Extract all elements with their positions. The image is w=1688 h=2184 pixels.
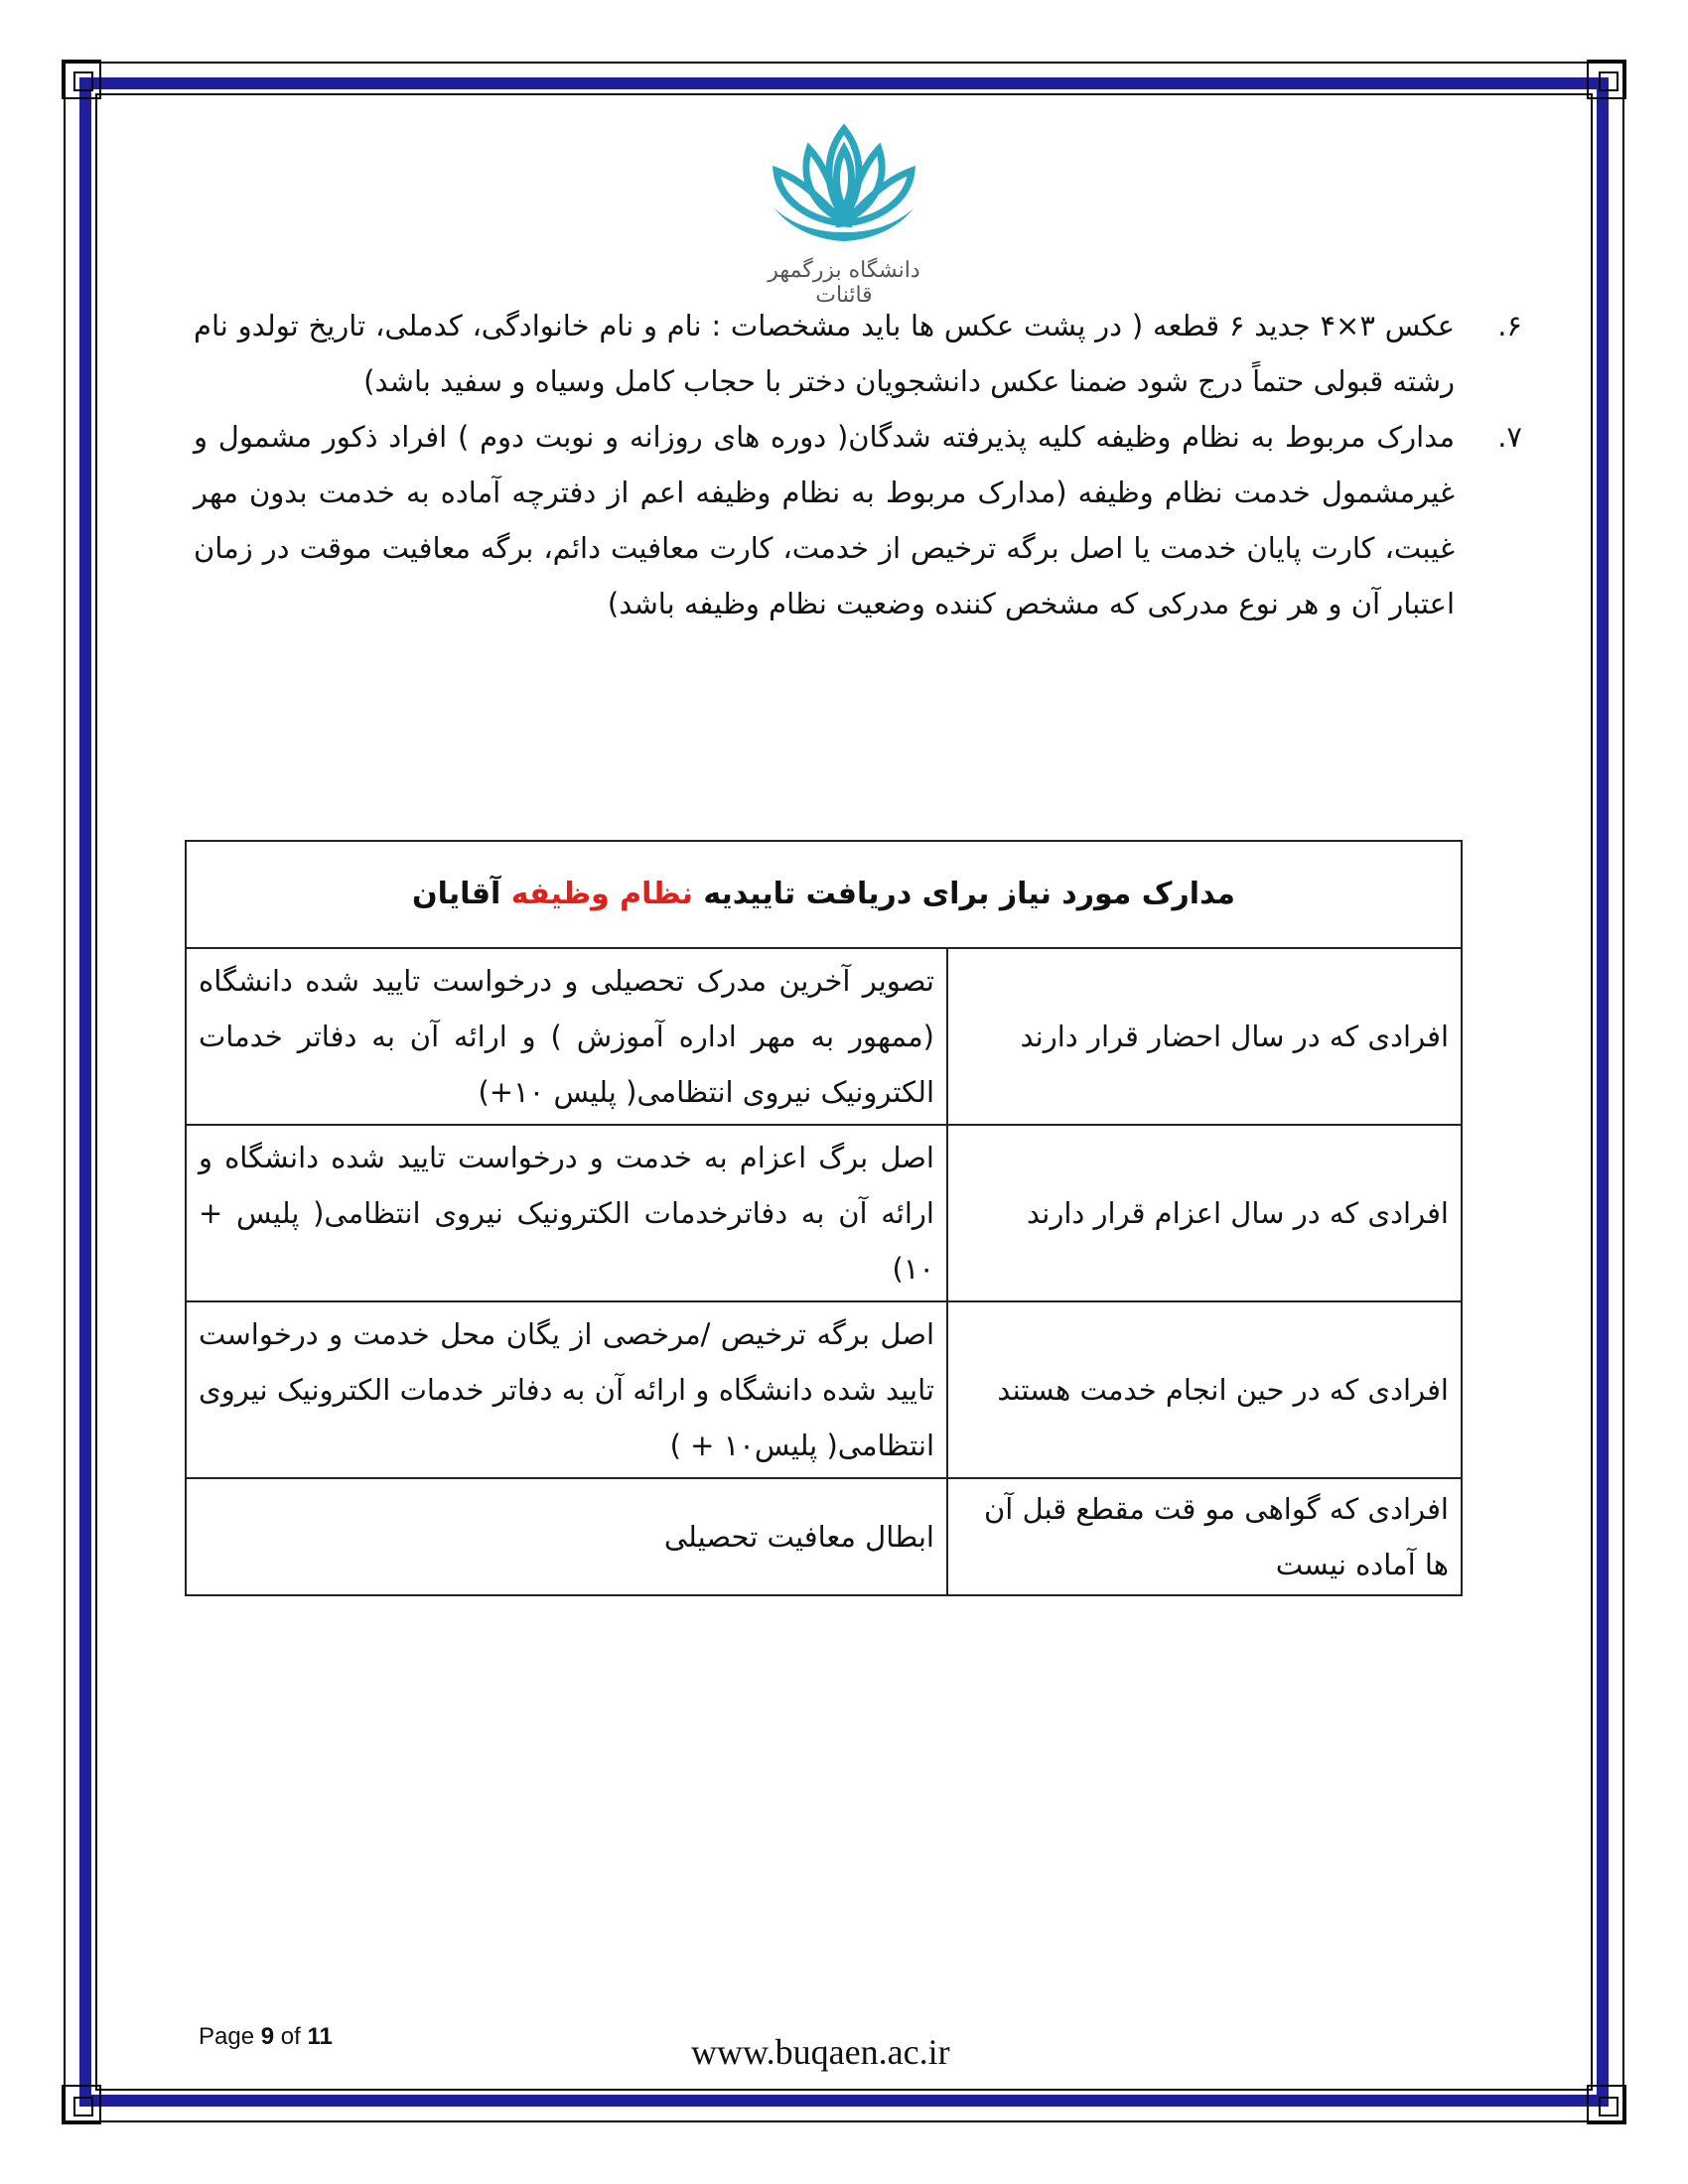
- table-title-text-end: آقایان: [412, 877, 511, 911]
- website-url[interactable]: www.buqaen.ac.ir: [691, 2032, 950, 2072]
- list-item-text: عکس ۳×۴ جدید ۶ قطعه ( در پشت عکس ها باید مشخصات : نام و نام خانوادگی، کدملی، تاریخ تولدو نام رشته قبولی حتماً درج شود ضمنا عکس دانشجویان دختر با حجاب کامل وسیاه و سفید باشد): [194, 309, 1455, 398]
- table-cell-documents: تصویر آخرین مدرک تحصیلی و درخواست تایید شده دانشگاه (ممهور به مهر اداره آموزش ) و ارائه آن به دفاتر خدمات الکترونیک نیروی انتظامی( پلیس ۱۰+): [186, 948, 947, 1125]
- list-item-number: ۶.: [1497, 309, 1522, 342]
- frame-corner-ornament: [62, 60, 101, 99]
- frame-corner-ornament: [1587, 2085, 1626, 2124]
- requirements-list: [194, 298, 1522, 631]
- table-cell-documents: اصل برگ اعزام به خدمت و درخواست تایید شده دانشگاه و ارائه آن به دفاترخدمات الکترونیک نیروی انتظامی( پلیس + ۱۰): [186, 1125, 947, 1301]
- table-cell-group: افرادی که در حین انجام خدمت هستند: [947, 1301, 1462, 1478]
- page-word: Page: [199, 2023, 255, 2050]
- table-title-highlight: نظام وظیفه: [510, 877, 693, 911]
- table-cell-documents: ابطال معافیت تحصیلی: [186, 1478, 947, 1595]
- list-item-number: ۷.: [1497, 420, 1522, 454]
- logo-caption: دانشگاه بزرگمهر قائنات: [768, 258, 920, 308]
- university-logo: [755, 109, 933, 308]
- frame-corner-ornament: [62, 2085, 101, 2124]
- list-item: [194, 409, 1522, 631]
- table-header-row: [186, 841, 1462, 948]
- table-row: [186, 948, 1462, 1125]
- table-title: [186, 841, 1462, 948]
- lotus-logo-icon: [755, 109, 933, 258]
- page-total: 11: [307, 2023, 333, 2050]
- table-row: [186, 1125, 1462, 1301]
- table-row: [186, 1301, 1462, 1478]
- list-item-text: مدارک مربوط به نظام وظیفه کلیه پذیرفته شدگان( دوره های روزانه و نوبت دوم ) افراد ذکور مشمول و غیرمشمول خدمت نظام وظیفه (مدارک مربوط به نظام وظیفه اعم از دفترچه آماده به خدمت بدون مهر غیبت، کارت پایان خدمت یا اصل برگه ترخیص از خدمت، کارت معافیت دائم، برگه معافیت موقت در زمان اعتبار آن و هر نوع مدرکی که مشخص کننده وضعیت نظام وظیفه باشد): [194, 420, 1455, 620]
- page-of: of: [280, 2023, 301, 2050]
- list-item: [194, 298, 1522, 409]
- table-title-text: مدارک مورد نیاز برای دریافت تاییدیه: [692, 877, 1235, 911]
- page-number: [199, 2023, 333, 2051]
- table-cell-group: افرادی که گواهی مو قت مقطع قبل آن ها آماده نیست: [947, 1478, 1462, 1595]
- table-cell-documents: اصل برگه ترخیص /مرخصی از یگان محل خدمت و درخواست تایید شده دانشگاه و ارائه آن به دفاتر خدمات الکترونیک نیروی انتظامی( پلیس۱۰ + ): [186, 1301, 947, 1478]
- table-row: [186, 1478, 1462, 1595]
- table-cell-group: افرادی که در سال احضار قرار دارند: [947, 948, 1462, 1125]
- page-current: 9: [260, 2023, 275, 2050]
- table-cell-group: افرادی که در سال اعزام قرار دارند: [947, 1125, 1462, 1301]
- military-service-table: [185, 840, 1463, 1596]
- frame-corner-ornament: [1587, 60, 1626, 99]
